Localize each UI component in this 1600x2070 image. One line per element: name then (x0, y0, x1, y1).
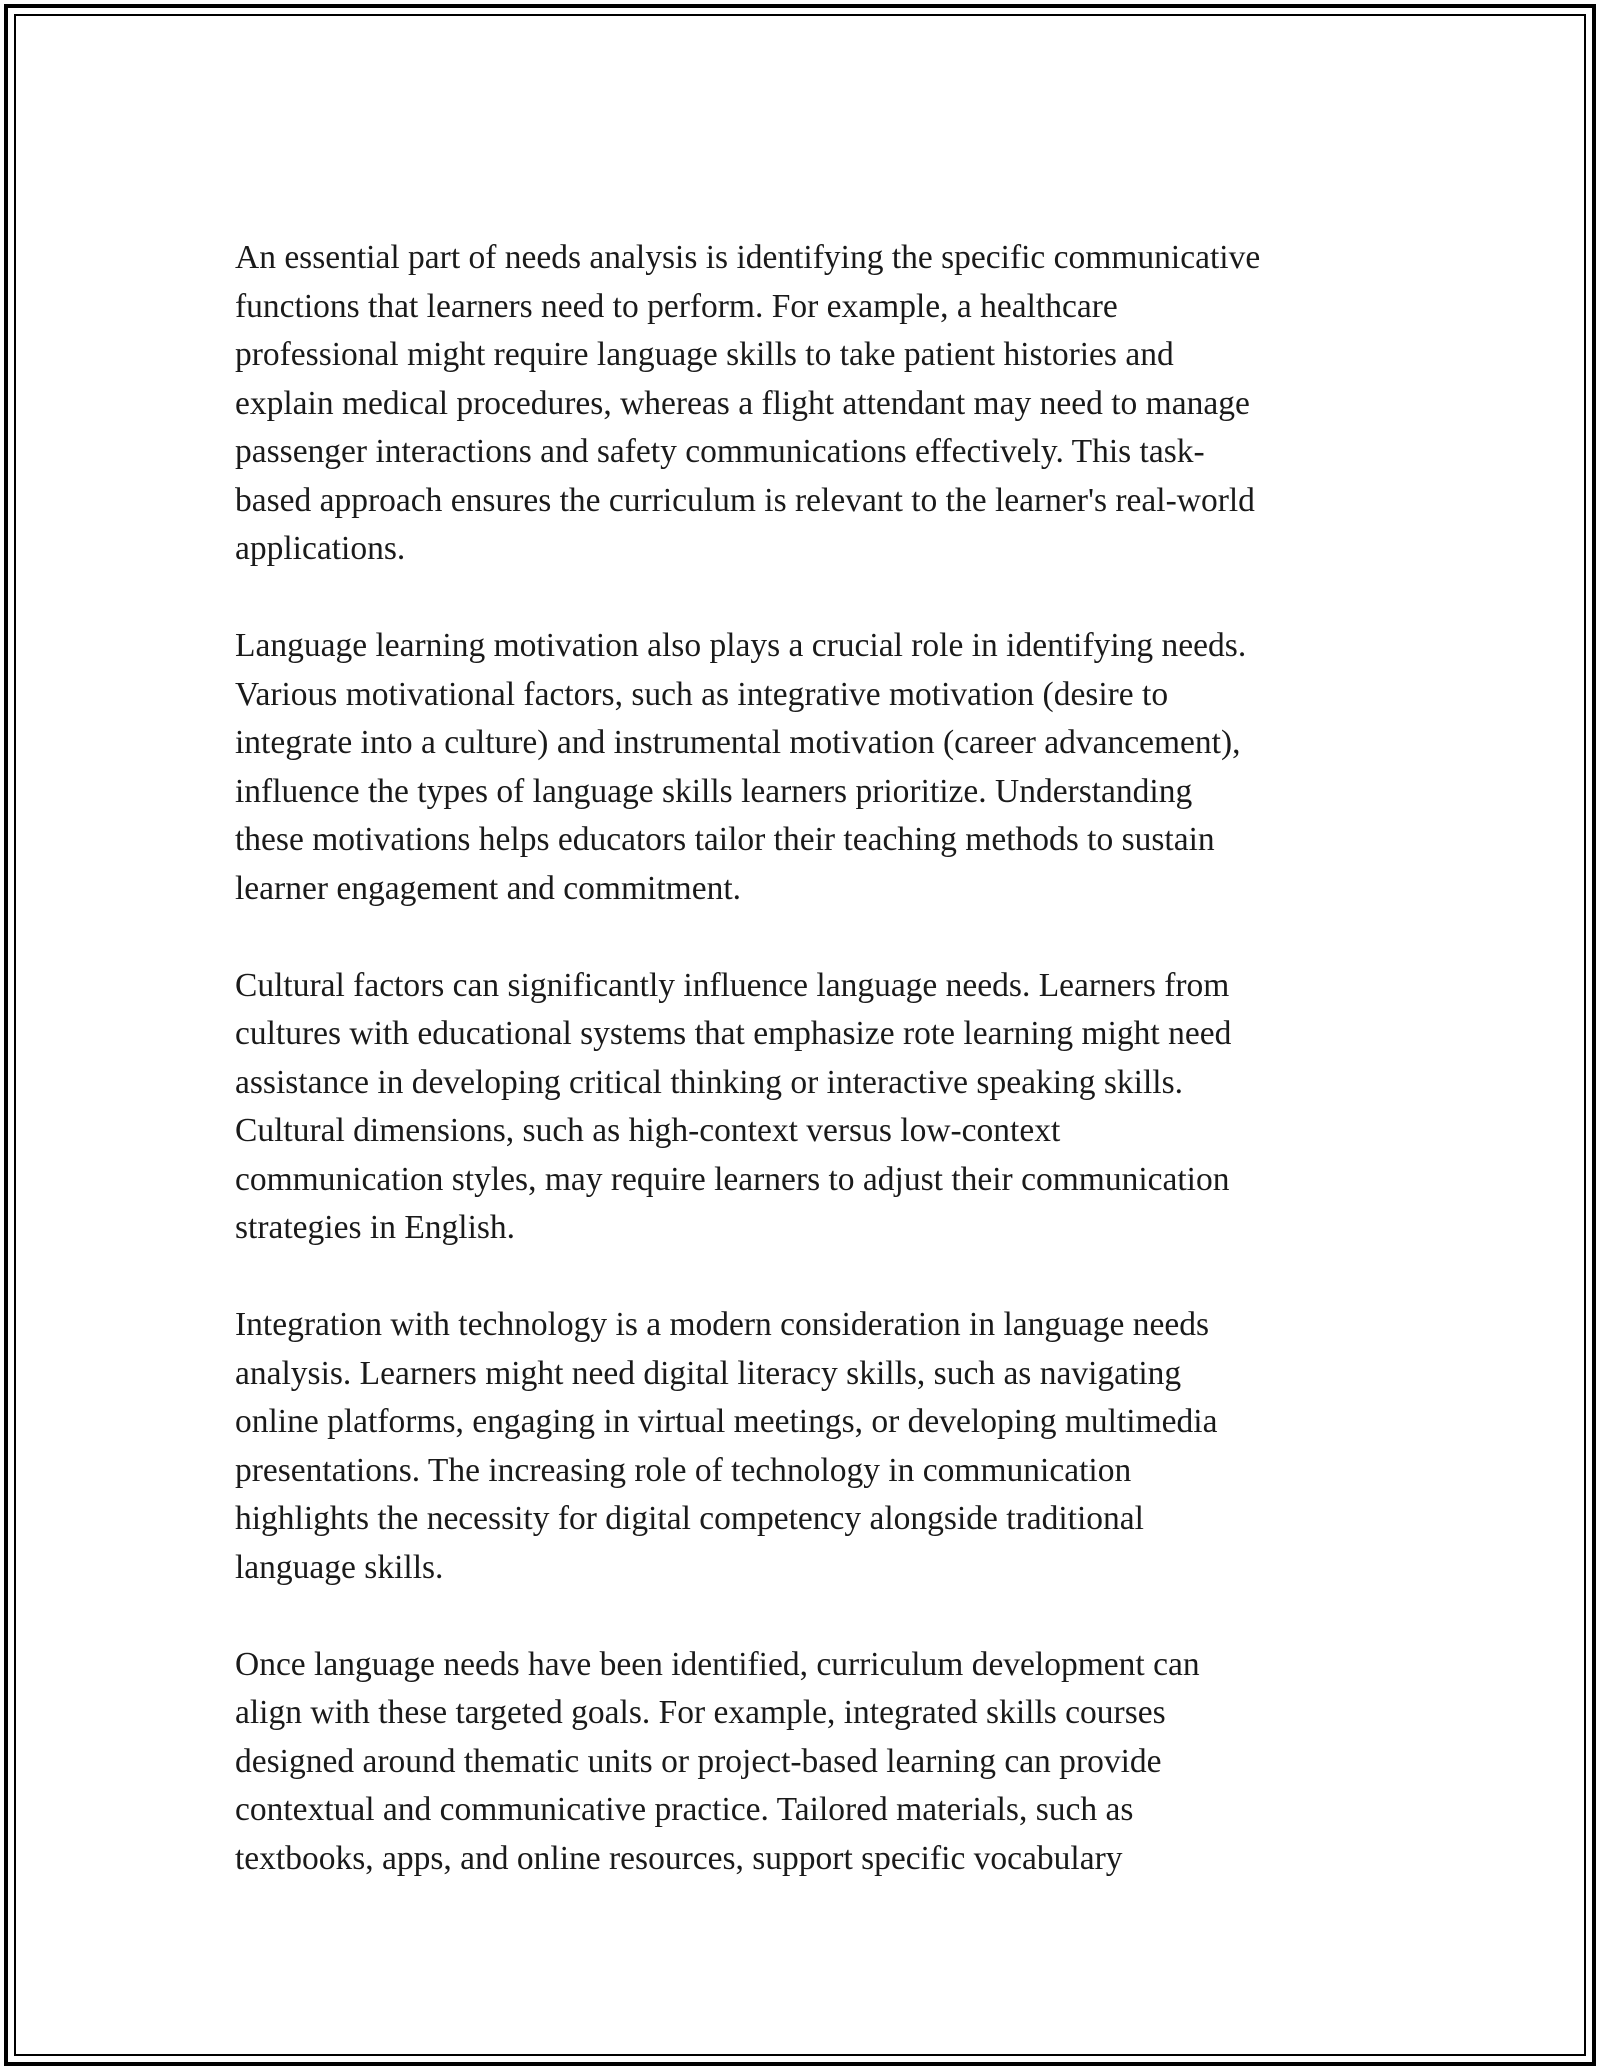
paragraph-needs-analysis: An essential part of needs analysis is identifying the specific communicative functions that learners need to perform. For example, a healthcare professional might require language skills to take patient histories and explain medical procedures, whereas a flight attendant may need to manage passenger interactions and safety communications effectively. This task- based approach ensures the curriculum is relevant to the learner's real-world applications. (235, 239, 1261, 567)
paragraph-cultural-factors: Cultural factors can significantly influence language needs. Learners from cultures with educational systems that emphasize rote learning might need assistance in developing critical thinking or interactive speaking skills. Cultural dimensions, such as high-context versus low-context communication styles, may require learners to adjust their communication strategies in English. (235, 966, 1232, 1246)
paragraph-motivation: Language learning motivation also plays a crucial role in identifying needs. Various motivational factors, such as integrative motivation (desire to integrate into a culture) and instrumental motivation (career advancement), influence the types of language skills learners prioritize. Understanding these motivations helps educators tailor their teaching methods to sustain learner engagement and commitment. (235, 627, 1247, 907)
paragraph-technology: Integration with technology is a modern consideration in language needs analysis. Learners might need digital literacy skills, such as navigating online platforms, engaging in virtual meetings, or developing multimedia presentations. The increasing role of technology in communication highlights the necessity for digital competency alongside traditional language skills. (235, 1306, 1218, 1586)
paragraph-curriculum: Once language needs have been identified, curriculum development can align with these targeted goals. For example, integrated skills courses designed around thematic units or project-based learning can provide contextual and communicative practice. Tailored materials, such as textbooks, apps, and online resources, support specific vocabulary (235, 1645, 1200, 1877)
document-body (235, 234, 1375, 1932)
